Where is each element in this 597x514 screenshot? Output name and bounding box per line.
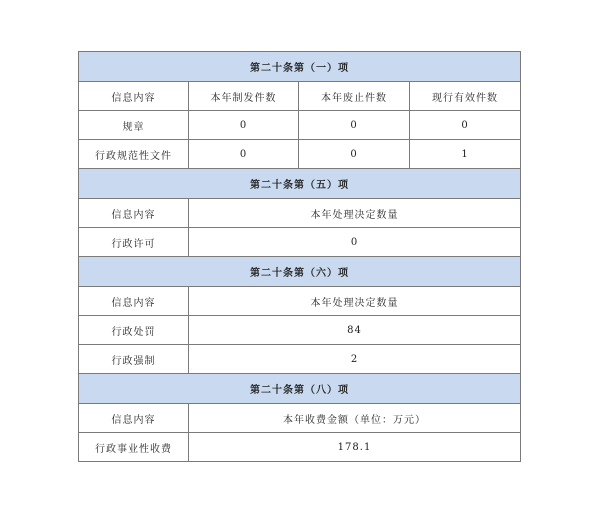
row-label: 行政许可 [79, 228, 189, 257]
column-header-row [79, 199, 521, 228]
row-label: 行政规范性文件 [79, 140, 189, 169]
table-cell: 0 [410, 111, 521, 140]
table-row [79, 228, 521, 257]
table-row [79, 345, 521, 374]
column-header: 信息内容 [79, 287, 189, 316]
row-label: 行政事业性收费 [79, 433, 189, 462]
column-header-row [79, 404, 521, 433]
column-header: 本年处理决定数量 [189, 287, 521, 316]
section-header-row [79, 257, 521, 287]
table-cell: 178.1 [189, 433, 521, 462]
section-header-row [79, 374, 521, 404]
row-label: 规章 [79, 111, 189, 140]
section-header-row [79, 52, 521, 82]
table-cell: 0 [299, 140, 410, 169]
row-label: 行政强制 [79, 345, 189, 374]
table-cell: 0 [299, 111, 410, 140]
table-cell: 2 [189, 345, 521, 374]
table-row [79, 111, 521, 140]
table-cell: 84 [189, 316, 521, 345]
table-row [79, 433, 521, 462]
table-cell: 1 [410, 140, 521, 169]
row-label: 行政处罚 [79, 316, 189, 345]
column-header: 信息内容 [79, 199, 189, 228]
table-row [79, 316, 521, 345]
column-header: 信息内容 [79, 404, 189, 433]
column-header-row [79, 82, 521, 111]
column-header: 现行有效件数 [410, 82, 521, 111]
section-title: 第二十条第（六）项 [79, 257, 521, 287]
section-header-row [79, 169, 521, 199]
section-title: 第二十条第（五）项 [79, 169, 521, 199]
section-title: 第二十条第（一）项 [79, 52, 521, 82]
table-cell: 0 [189, 111, 299, 140]
table-cell: 0 [189, 228, 521, 257]
column-header: 本年制发件数 [189, 82, 299, 111]
column-header-row [79, 287, 521, 316]
column-header: 本年收费金额（单位：万元） [189, 404, 521, 433]
table-row [79, 140, 521, 169]
table-cell: 0 [189, 140, 299, 169]
column-header: 本年废止件数 [299, 82, 410, 111]
column-header: 本年处理决定数量 [189, 199, 521, 228]
column-header: 信息内容 [79, 82, 189, 111]
disclosure-table [78, 51, 521, 462]
section-title: 第二十条第（八）项 [79, 374, 521, 404]
